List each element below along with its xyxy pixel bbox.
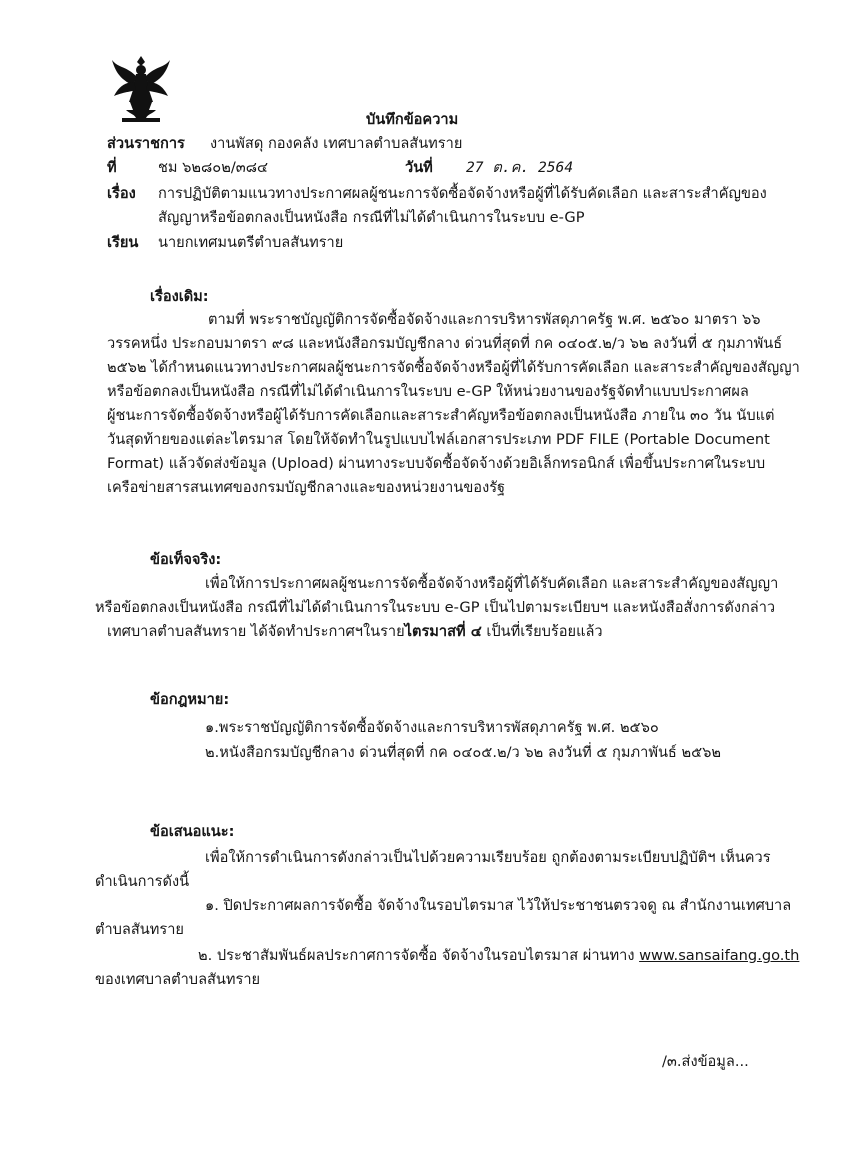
- background-line: วันสุดท้ายของแต่ละไตรมาส โดยให้จัดทำในรูปแบบไฟล์เอกสารประเภท PDF FILE (Portable Document: [107, 431, 770, 448]
- facts-line-2: หรือข้อตกลงเป็นหนังสือ กรณีที่ไม่ได้ดำเนินการในระบบ e-GP เป็นไปตามระเบียบฯ และหนังสือสั่งการดังกล่าว: [95, 599, 776, 616]
- subject-label: เรื่อง: [107, 185, 136, 202]
- subject-line-1: การปฏิบัติตามแนวทางประกาศผลผู้ชนะการจัดซื้อจัดจ้างหรือผู้ที่ได้รับคัดเลือก และสาระสำคัญของ: [158, 185, 767, 202]
- garuda-emblem-icon: [110, 52, 172, 124]
- facts-line-3-tail: เป็นที่เรียบร้อยแล้ว: [481, 623, 603, 640]
- agency-value: งานพัสดุ กองคลัง เทศบาลตำบลสันทราย: [210, 135, 463, 152]
- proposal-intro-line-2: ดำเนินการดังนี้: [95, 873, 190, 890]
- background-line: Format) แล้วจัดส่งข้อมูล (Upload) ผ่านทางระบบจัดซื้อจัดจ้างด้วยอิเล็กทรอนิกส์ เพื่อขึ้นประกาศในระบบ: [107, 455, 766, 472]
- proposal-item-2-text: ๒. ประชาสัมพันธ์ผลประกาศการจัดซื้อ จัดจ้างในรอบไตรมาส ผ่านทาง: [198, 947, 640, 964]
- background-line: ผู้ชนะการจัดซื้อจัดจ้างหรือผู้ได้รับการคัดเลือกและสาระสำคัญหรือข้อตกลงเป็นหนังสือ ภายใน ๓๐ วัน นับแต่: [107, 407, 775, 424]
- facts-line-1: เพื่อให้การประกาศผลผู้ชนะการจัดซื้อจัดจ้างหรือผู้ที่ได้รับคัดเลือก และสาระสำคัญของสัญญา: [205, 575, 779, 592]
- facts-quarter: ไตรมาสที่ ๔: [404, 623, 482, 640]
- to-label: เรียน: [107, 234, 139, 251]
- law-heading: ข้อกฎหมาย:: [150, 691, 230, 708]
- agency-label: ส่วนราชการ: [107, 135, 185, 152]
- proposal-intro-line-1: เพื่อให้การดำเนินการดังกล่าวเป็นไปด้วยความเรียบร้อย ถูกต้องตามระเบียบปฏิบัติฯ เห็นควร: [205, 849, 771, 866]
- continued-note: /๓.ส่งข้อมูล...: [662, 1053, 749, 1070]
- subject-line-2: สัญญาหรือข้อตกลงเป็นหนังสือ กรณีที่ไม่ได้ดำเนินการในระบบ e-GP: [158, 209, 585, 226]
- facts-line-3-text: เทศบาลตำบลสันทราย ได้จัดทำประกาศฯในราย: [107, 623, 405, 640]
- proposal-heading: ข้อเสนอแนะ:: [150, 823, 235, 840]
- website-link[interactable]: www.sansaifang.go.th: [639, 947, 800, 964]
- memo-title: บันทึกข้อความ: [366, 111, 459, 128]
- background-line: ๒๕๖๒ ได้กำหนดแนวทางประกาศผลผู้ชนะการจัดซื้อจัดจ้างหรือผู้ที่ได้รับการคัดเลือก และสาระสำคัญของสัญญา: [107, 359, 800, 376]
- law-item-2: ๒.หนังสือกรมบัญชีกลาง ด่วนที่สุดที่ กค ๐๔๐๕.๒/ว ๖๒ ลงวันที่ ๕ กุมภาพันธ์ ๒๕๖๒: [205, 744, 722, 761]
- proposal-item-2-line-2: ของเทศบาลตำบลสันทราย: [95, 971, 261, 988]
- background-line: ตามที่ พระราชบัญญัติการจัดซื้อจัดจ้างและการบริหารพัสดุภาครัฐ พ.ศ. ๒๕๖๐ มาตรา ๖๖: [208, 311, 761, 328]
- background-heading: เรื่องเดิม:: [150, 288, 209, 305]
- date-label: วันที่: [405, 159, 433, 176]
- facts-line-3: [107, 622, 603, 642]
- facts-heading: ข้อเท็จจริง:: [150, 551, 222, 568]
- proposal-item-1-line-1: ๑. ปิดประกาศผลการจัดซื้อ จัดจ้างในรอบไตรมาส ไว้ให้ประชาชนตรวจดู ณ สำนักงานเทศบาล: [205, 897, 792, 914]
- proposal-item-1-line-2: ตำบลสันทราย: [95, 921, 184, 938]
- law-item-1: ๑.พระราชบัญญัติการจัดซื้อจัดจ้างและการบริหารพัสดุภาครัฐ พ.ศ. ๒๕๖๐: [205, 719, 659, 736]
- date-value: 27 ต.ค. 2564: [466, 159, 574, 176]
- to-value: นายกเทศมนตรีตำบลสันทราย: [158, 234, 344, 251]
- background-line: เครือข่ายสารสนเทศของกรมบัญชีกลางและของหน่วยงานของรัฐ: [107, 479, 506, 496]
- ref-value: ชม ๖๒๘๐๒/๓๘๔: [158, 159, 269, 176]
- proposal-item-2-line-1: [198, 946, 799, 966]
- background-line: หรือข้อตกลงเป็นหนังสือ กรณีที่ไม่ได้ดำเนินการในระบบ e-GP ให้หน่วยงานของรัฐจัดทำแบบประกาศผล: [107, 383, 749, 400]
- background-line: วรรคหนึ่ง ประกอบมาตรา ๙๘ และหนังสือกรมบัญชีกลาง ด่วนที่สุดที่ กค ๐๔๐๕.๒/ว ๖๒ ลงวันที่ ๕ กุมภาพันธ์: [107, 335, 783, 352]
- ref-label: ที่: [107, 159, 117, 176]
